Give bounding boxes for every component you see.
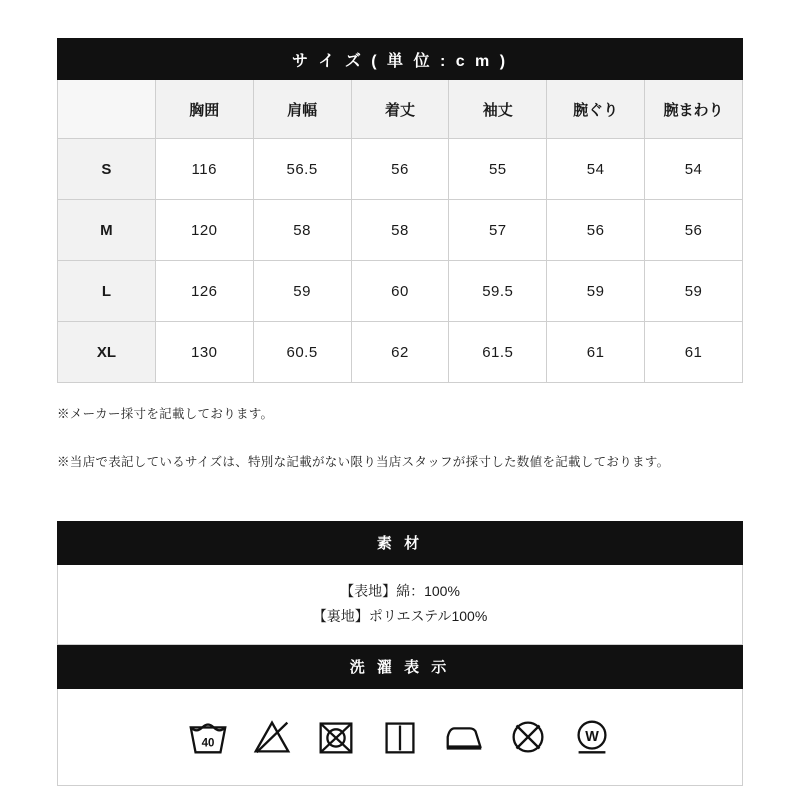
note-store-measurement: ※当店で表記しているサイズは、特別な記載がない限り当店スタッフが採寸した数値を記載しております。 [57, 454, 670, 469]
no-tumble-dry-icon [313, 714, 359, 760]
table-row [58, 322, 743, 383]
table-row [58, 200, 743, 261]
row-header-size-l: L [58, 261, 156, 322]
no-bleach-icon [249, 714, 295, 760]
column-header-bust: 胸囲 [155, 80, 253, 139]
cell-s-shoulder: 56.5 [253, 139, 351, 200]
column-header-shoulder: 肩幅 [253, 80, 351, 139]
material-outer: 【表地】綿：100% [340, 583, 460, 599]
cell-l-arm: 59 [645, 261, 743, 322]
size-table [57, 38, 743, 383]
cell-m-length: 58 [351, 200, 449, 261]
cell-xl-arm: 61 [645, 322, 743, 383]
drip-dry-hang-icon [377, 714, 423, 760]
cell-s-sleeve: 55 [449, 139, 547, 200]
material-lining: 【裏地】ポリエステル100% [312, 607, 488, 624]
cell-s-armhole: 54 [547, 139, 645, 200]
row-header-size-xl: XL [58, 322, 156, 383]
cell-l-shoulder: 59 [253, 261, 351, 322]
material-section-title: 素 材 [57, 521, 743, 565]
material-section [57, 521, 743, 645]
cell-xl-armhole: 61 [547, 322, 645, 383]
care-instructions-section [57, 645, 743, 786]
wash-40-icon [185, 714, 231, 760]
row-header-size-s: S [58, 139, 156, 200]
size-table-title: サ イ ズ ( 単 位 : c m ) [58, 39, 743, 80]
table-row [58, 139, 743, 200]
cell-l-length: 60 [351, 261, 449, 322]
table-row [58, 261, 743, 322]
measurement-notes [57, 405, 747, 501]
size-table-title-row [58, 39, 743, 80]
cell-xl-length: 62 [351, 322, 449, 383]
wet-clean-w-icon [569, 714, 615, 760]
cell-m-armhole: 56 [547, 200, 645, 261]
size-table-section [57, 38, 743, 383]
cell-m-shoulder: 58 [253, 200, 351, 261]
cell-s-arm: 54 [645, 139, 743, 200]
note-manufacturer-measurement: ※メーカー採寸を記載しております。 [57, 407, 274, 421]
column-header-length: 着丈 [351, 80, 449, 139]
cell-l-armhole: 59 [547, 261, 645, 322]
material-section-body [57, 565, 743, 645]
care-section-title: 洗 濯 表 示 [57, 645, 743, 689]
row-header-size-m: M [58, 200, 156, 261]
cell-m-arm: 56 [645, 200, 743, 261]
size-table-corner-cell [58, 80, 156, 139]
cell-m-sleeve: 57 [449, 200, 547, 261]
wet-clean-label: W [585, 728, 599, 745]
cell-xl-bust: 130 [155, 322, 253, 383]
column-header-arm-circumference: 腕まわり [645, 80, 743, 139]
iron-low-icon [441, 714, 487, 760]
cell-s-length: 56 [351, 139, 449, 200]
cell-m-bust: 120 [155, 200, 253, 261]
cell-xl-sleeve: 61.5 [449, 322, 547, 383]
size-table-header-row [58, 80, 743, 139]
no-dry-clean-icon [505, 714, 551, 760]
column-header-sleeve: 袖丈 [449, 80, 547, 139]
column-header-armhole: 腕ぐり [547, 80, 645, 139]
care-icon-row [57, 689, 743, 786]
cell-xl-shoulder: 60.5 [253, 322, 351, 383]
cell-s-bust: 116 [155, 139, 253, 200]
cell-l-sleeve: 59.5 [449, 261, 547, 322]
wash-temperature-label: 40 [201, 737, 215, 750]
cell-l-bust: 126 [155, 261, 253, 322]
